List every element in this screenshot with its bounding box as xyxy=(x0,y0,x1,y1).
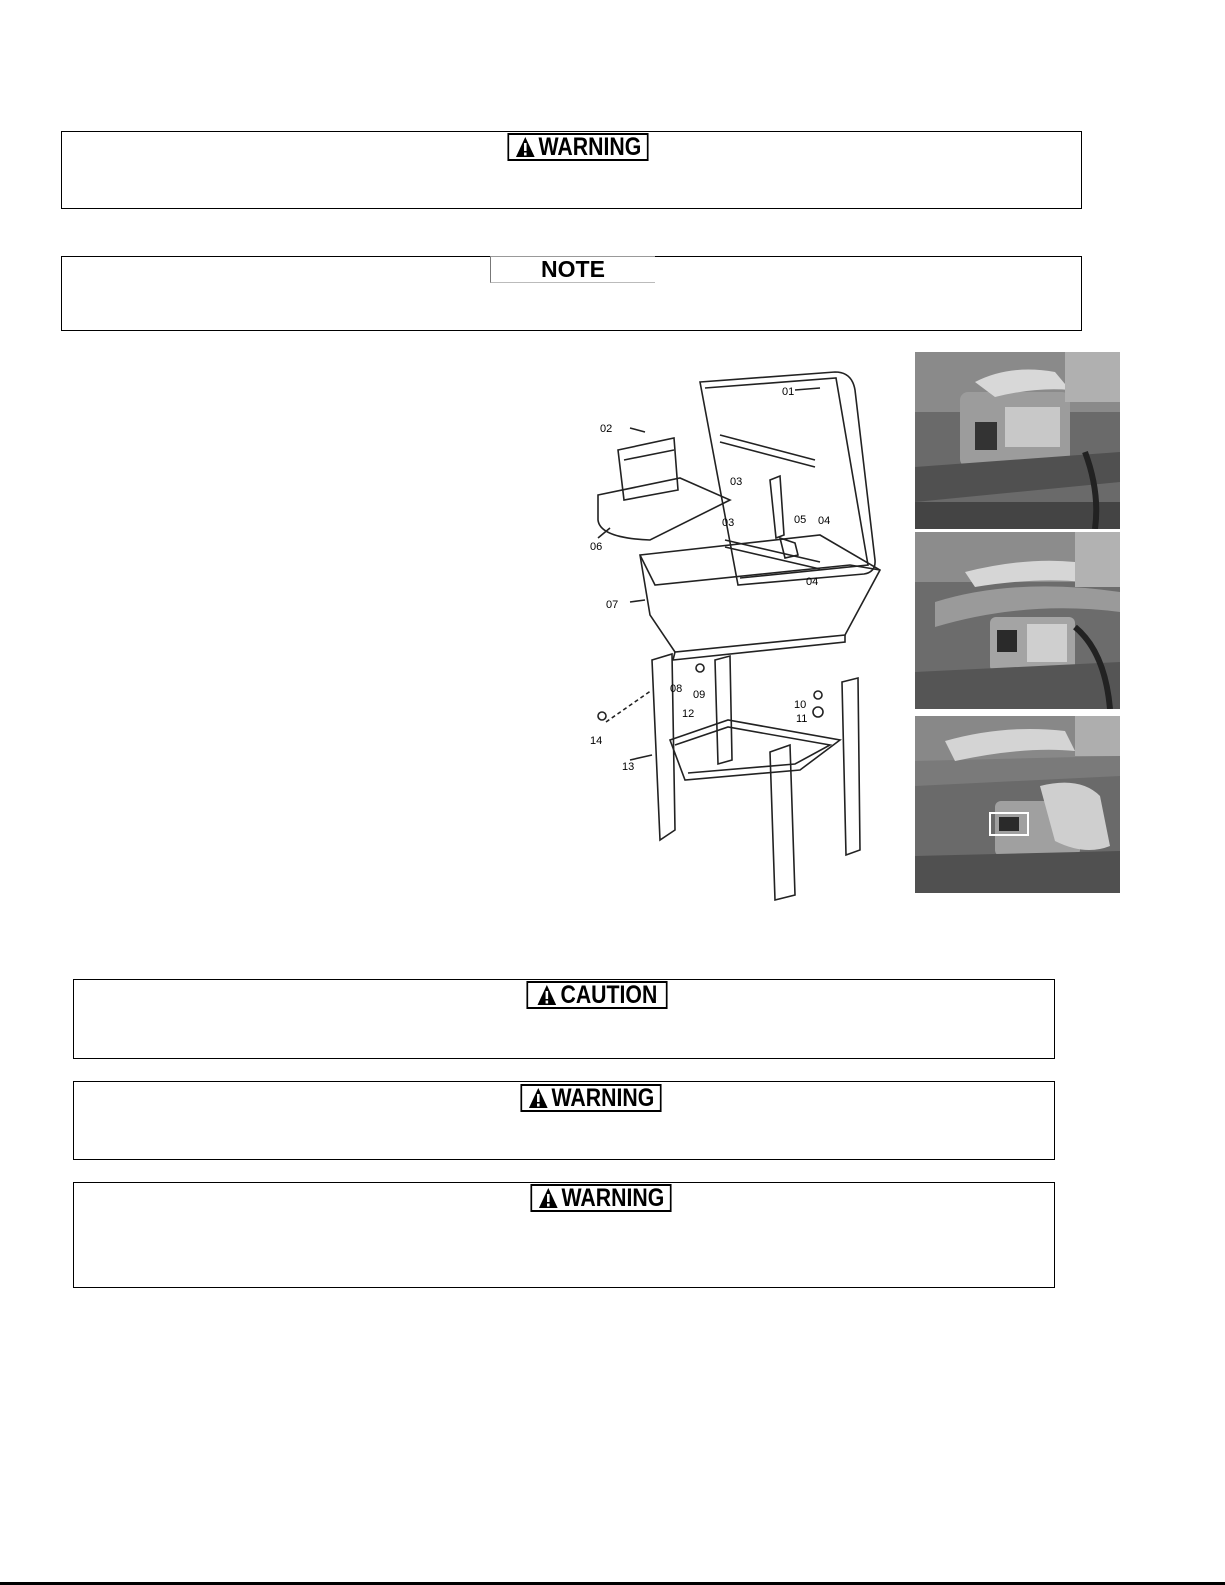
warning-badge-1 xyxy=(507,133,648,161)
part-label-13: 13 xyxy=(622,761,635,773)
warning-label: WARNING xyxy=(561,1183,665,1212)
part-label-14: 14 xyxy=(590,735,603,747)
note-badge xyxy=(490,256,655,283)
caution-label: CAUTION xyxy=(560,980,658,1009)
note-label: NOTE xyxy=(541,256,605,282)
part-label-12: 12 xyxy=(682,708,695,720)
warning-triangle-icon xyxy=(528,1087,548,1109)
parts-diagram xyxy=(590,360,900,910)
part-label-03b: 03 xyxy=(722,517,735,529)
part-label-02: 02 xyxy=(600,423,613,435)
part-label-08: 08 xyxy=(670,683,683,695)
photo-switch-location xyxy=(915,532,1120,709)
part-label-04b: 04 xyxy=(806,576,819,588)
part-label-06: 06 xyxy=(590,541,603,553)
photo-pump-placement xyxy=(915,352,1120,529)
warning-badge-3 xyxy=(530,1184,671,1212)
warning-label: WARNING xyxy=(551,1083,655,1112)
part-label-09: 09 xyxy=(693,689,706,701)
photo-switch-operation xyxy=(915,716,1120,893)
part-label-11: 11 xyxy=(796,713,808,725)
part-label-10: 10 xyxy=(794,699,807,711)
part-label-07: 07 xyxy=(606,599,619,611)
warning-triangle-icon xyxy=(538,1187,558,1209)
part-label-05: 05 xyxy=(794,514,807,526)
warning-label: WARNING xyxy=(538,132,642,161)
part-label-04a: 04 xyxy=(818,515,831,527)
part-label-03a: 03 xyxy=(730,476,743,488)
part-label-01: 01 xyxy=(782,386,795,398)
caution-badge xyxy=(526,981,667,1009)
warning-triangle-icon xyxy=(537,984,557,1006)
warning-badge-2 xyxy=(520,1084,661,1112)
warning-triangle-icon xyxy=(515,136,535,158)
